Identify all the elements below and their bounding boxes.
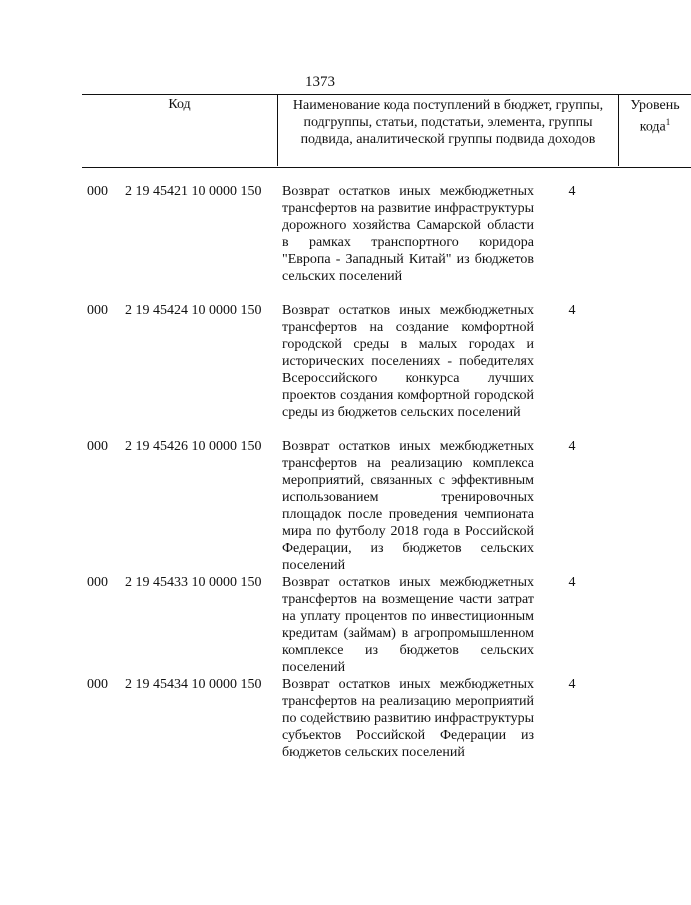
row-level: 4: [568, 184, 576, 199]
row-code: 2 19 45424 10 0000 150: [125, 303, 262, 318]
row-level: 4: [568, 575, 576, 590]
header-code-label: Код: [168, 97, 191, 112]
header-level: [619, 94, 691, 166]
table-header: [82, 94, 680, 166]
row-prefix: 000: [87, 439, 108, 454]
table-row: [87, 302, 607, 438]
row-name: Возврат остатков иных межбюджетных трансфертов на развитие инфраструктуры дорожного хозяйства Самарской области в рамках транспортного коридора "Европа - Западный Китай" из бюджетов сельских поселений: [282, 184, 534, 284]
row-name: Возврат остатков иных межбюджетных трансфертов на возмещение части затрат на уплату процентов по инвестиционным кредитам (займам) в агропромышленном комплексе из бюджетов сельских поселений: [282, 575, 534, 675]
header-name: Наименование кода поступлений в бюджет, группы, подгруппы, статьи, подстатьи, элемента, группы подвида, аналитической группы подвида доходов: [278, 94, 619, 166]
row-name: Возврат остатков иных межбюджетных трансфертов на реализацию мероприятий по содействию развитию инфраструктуры субъектов Российской Федерации из бюджетов сельских поселений: [282, 677, 534, 760]
row-code: 2 19 45421 10 0000 150: [125, 184, 262, 199]
row-code: 2 19 45433 10 0000 150: [125, 575, 262, 590]
row-level: 4: [568, 439, 576, 454]
row-name: Возврат остатков иных межбюджетных трансфертов на создание комфортной городской среды в малых городах и исторических поселениях - победителях Всероссийского конкурса лучших проектов создания комфортной городской среды из бюджетов сельских поселений: [282, 303, 534, 420]
header-level-footnote: 1: [665, 117, 671, 127]
row-level: 4: [568, 677, 576, 692]
row-level: 4: [568, 303, 576, 318]
row-code: 2 19 45426 10 0000 150: [125, 439, 262, 454]
row-prefix: 000: [87, 575, 108, 590]
table-row: [87, 438, 607, 574]
row-name: Возврат остатков иных межбюджетных трансфертов на реализацию комплекса мероприятий, связанных с эффективным использованием тренировочных площадок после проведения чемпионата мира по футболу 2018 года в Российской Федерации, из бюджетов сельских поселений: [282, 439, 534, 573]
table-row: [87, 676, 607, 778]
table-row: [87, 574, 607, 676]
header-code: [82, 94, 278, 166]
row-code: 2 19 45434 10 0000 150: [125, 677, 262, 692]
header-level-label: Уровень кода: [630, 98, 680, 135]
table-row: [87, 183, 607, 302]
row-prefix: 000: [87, 184, 108, 199]
page-number: 1373: [305, 74, 335, 90]
row-prefix: 000: [87, 677, 108, 692]
table-body: [87, 183, 607, 778]
row-prefix: 000: [87, 303, 108, 318]
